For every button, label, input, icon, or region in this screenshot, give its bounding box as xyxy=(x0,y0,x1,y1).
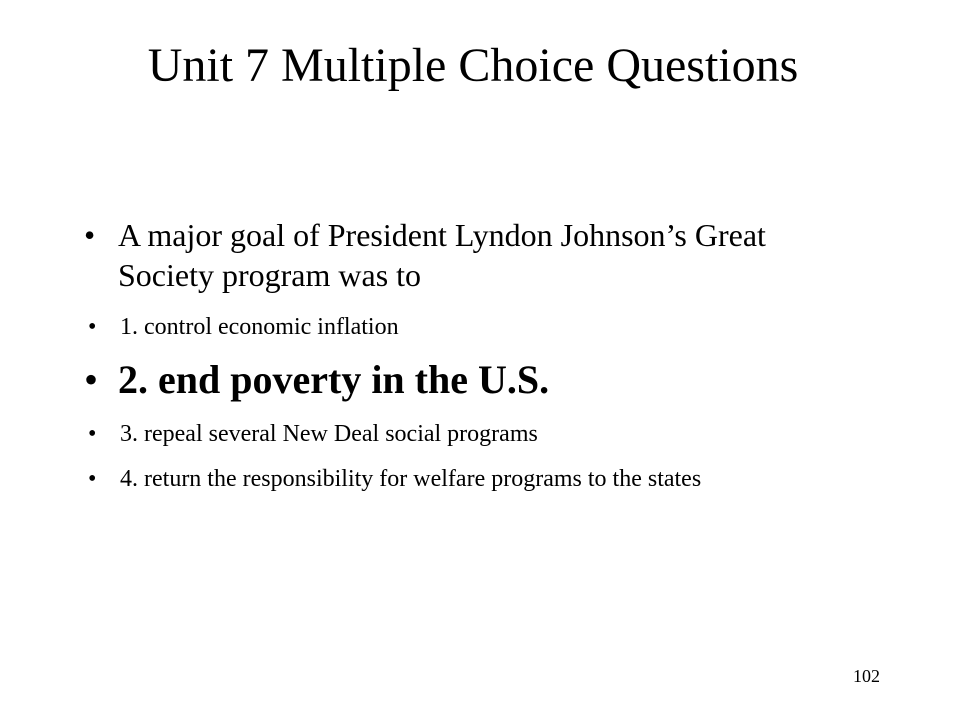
bullet-marker: • xyxy=(84,357,99,402)
option-3-bullet xyxy=(84,418,844,450)
question-bullet xyxy=(84,215,844,295)
bullet-list xyxy=(84,215,844,508)
page-number: 102 xyxy=(853,666,880,686)
option-2-text: 2. end poverty in the U.S. xyxy=(118,357,550,402)
bullet-marker: • xyxy=(88,314,97,340)
option-2-bullet-answer xyxy=(84,356,844,404)
bullet-marker: • xyxy=(84,217,96,253)
option-1-text: 1. control economic inflation xyxy=(120,314,399,340)
bullet-marker: • xyxy=(88,466,97,492)
question-text: A major goal of President Lyndon Johnson’s Great Society program was to xyxy=(118,217,766,293)
bullet-marker: • xyxy=(88,421,97,447)
option-3-text: 3. repeal several New Deal social programs xyxy=(120,421,538,447)
option-4-bullet xyxy=(84,463,844,495)
option-1-bullet xyxy=(84,311,844,343)
option-4-text: 4. return the responsibility for welfare programs to the states xyxy=(120,466,702,492)
slide-title: Unit 7 Multiple Choice Questions xyxy=(147,39,799,92)
